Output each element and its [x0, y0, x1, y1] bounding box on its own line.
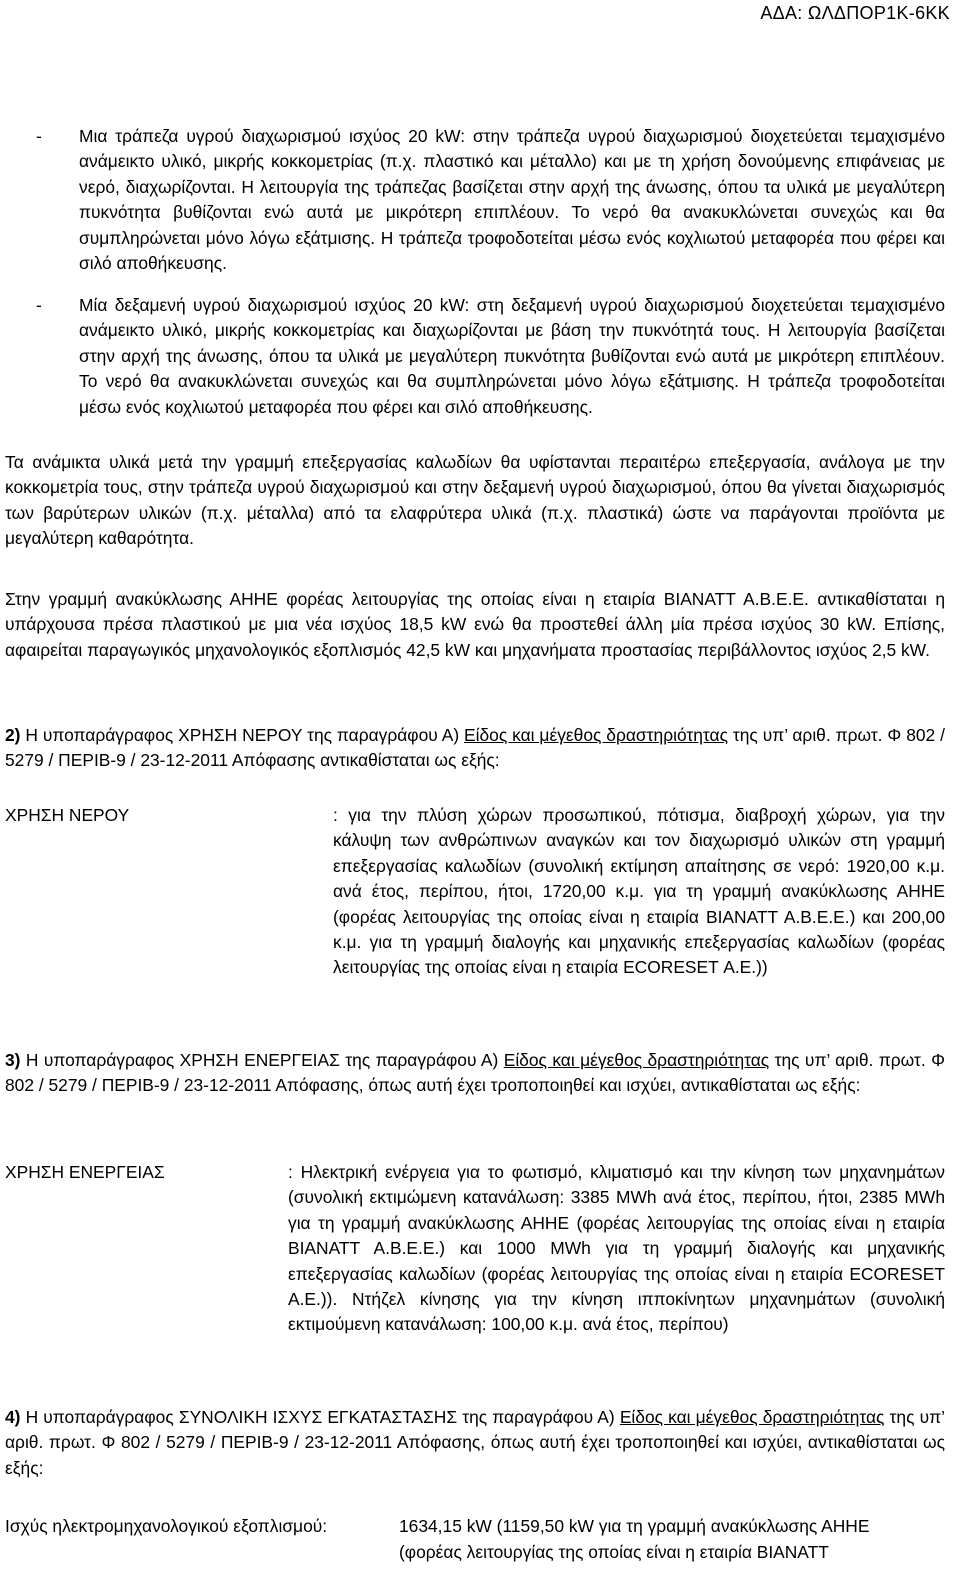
- water-use-label: ΧΡΗΣΗ ΝΕΡΟΥ: [5, 805, 130, 825]
- section-number: 2): [5, 725, 21, 745]
- section-text: της υπ’ αριθ. πρωτ. Φ 802 / 5279 / ΠΕΡΙΒ-9 / 23-12-2011 Απόφασης, όπως αυτή έχει τροποποιηθεί και ισχύει, αντικαθίσταται ως εξής:: [5, 1407, 945, 1478]
- bullet-wet-separation-tank: Μία δεξαμενή υγρού διαχωρισμού ισχύος 20 kW: στη δεξαμενή υγρού διαχωρισμού διοχετεύεται τεμαχισμένο ανάμεικτο υλικό, μικρής κοκκομετρίας και διαχωρίζονται με βάση την πυκνότητά τους. Η λειτουργία βασίζεται στην αρχή της άνωσης, όπου τα υλικά με μεγαλύτερη πυκνότητα βυθίζονται ενώ αυτά με μικρότερη επιπλέουν. Το νερό θα ανακυκλώνεται συνεχώς και θα συμπληρώνεται μόνο λόγω εξάτμισης. Η τράπεζα τροφοδοτείται μέσω ενός κοχλιωτού μεταφορέα που φέρει και σιλό αποθήκευσης.: [79, 295, 945, 417]
- section-3-intro: [5, 1048, 945, 1099]
- water-use-description: : για την πλύση χώρων προσωπικού, πότισμα, διαβροχή χώρων, για την κάλυψη των ανθρώπινων αναγκών και τον διαχωρισμό υλικών στη γραμμή επεξεργασίας καλωδίων (συνολική εκτίμηση απαίτησης σε νερό: 1920,00 κ.μ. ανά έτος, περίπου, ήτοι, 1720,00 κ.μ. για τη γραμμή ανακύκλωσης ΑΗΗΕ (φορέας λειτουργίας της οποίας είναι η εταιρία ΒΙΑΝΑΤΤ Α.Β.Ε.Ε.) και 200,00 κ.μ. για τη γραμμή διαλογής και μηχανικής επεξεργασίας καλωδίων (φορέας λειτουργίας της οποίας είναι η εταιρία ECORESET Α.Ε.)): [333, 805, 945, 978]
- section-text: Η υποπαράγραφος ΧΡΗΣΗ ΝΕΡΟΥ της παραγράφου Α): [20, 725, 465, 745]
- section-underlined-title: Είδος και μέγεθος δραστηριότητας: [464, 725, 728, 745]
- section-text: Η υποπαράγραφος ΧΡΗΣΗ ΕΝΕΡΓΕΙΑΣ της παραγράφου Α): [20, 1050, 504, 1070]
- section-text: Η υποπαράγραφος ΣΥΝΟΛΙΚΗ ΙΣΧΥΣ ΕΓΚΑΤΑΣΤΑΣΗΣ της παραγράφου Α): [20, 1407, 620, 1427]
- energy-use-description: : Ηλεκτρική ενέργεια για το φωτισμό, κλιματισμό και την κίνηση των μηχανημάτων (συνολική εκτιμώμενη κατανάλωση: 3385 MWh ανά έτος, περίπου, ήτοι, 2385 MWh για τη γραμμή ανακύκλωσης ΑΗΗΕ (φορέας λειτουργίας της οποίας είναι η εταιρία ΒΙΑΝΑΤΤ Α.Β.Ε.Ε.) και 1000 MWh για τη γραμμή διαλογής και μηχανικής επεξεργασίας καλωδίων (φορέας λειτουργίας της οποίας είναι η εταιρία ECORESET Α.Ε.)). Ντήζελ κίνησης για την κίνηση ιπποκίνητων μηχανημάτων (συνολική εκτιμούμενη κατανάλωση: 100,00 κ.μ. ανά έτος, περίπου): [288, 1162, 945, 1335]
- section-text: της υπ’ αριθ. πρωτ. Φ 802 / 5279 / ΠΕΡΙΒ-9 / 23-12-2011 Απόφασης αντικαθίσταται ως εξής:: [5, 725, 945, 771]
- section-text: της υπ’ αριθ. πρωτ. Φ 802 / 5279 / ΠΕΡΙΒ-9 / 23-12-2011 Απόφασης, όπως αυτή έχει τροποποιηθεί και ισχύει, αντικαθίσταται ως εξής:: [5, 1050, 945, 1096]
- section-2-intro: [5, 723, 945, 774]
- section-underlined-title: Είδος και μέγεθος δραστηριότητας: [503, 1050, 770, 1070]
- section-underlined-title: Είδος και μέγεθος δραστηριότητας: [619, 1407, 885, 1427]
- bullet-wet-separation-table: Μια τράπεζα υγρού διαχωρισμού ισχύος 20 kW: στην τράπεζα υγρού διαχωρισμού διοχετεύεται τεμαχισμένο ανάμεικτο υλικό, μικρής κοκκομετρίας (π.χ. πλαστικό και μέταλλο) και με τη χρήση δονούμενης επιφάνειας με νερό, διαχωρίζονται. Η λειτουργία της τράπεζας βασίζεται στην αρχή της άνωσης, όπου τα υλικά με μεγαλύτερη πυκνότητα βυθίζονται ενώ αυτά με μικρότερη επιπλέουν. Το νερό θα ανακυκλώνεται συνεχώς και θα συμπληρώνεται μόνο λόγω εξάτμισης. Η τράπεζα τροφοδοτείται μέσω ενός κοχλιωτού μεταφορέα που φέρει και σιλό αποθήκευσης.: [79, 126, 945, 274]
- bullet-marker: -: [36, 295, 42, 315]
- paragraph-mixed-materials: Τα ανάμικτα υλικά μετά την γραμμή επεξεργασίας καλωδίων θα υφίστανται περαιτέρω επεξεργασία, ανάλογα με την κοκκομετρία τους, στην τράπεζα υγρού διαχωρισμού και στην δεξαμενή υγρού διαχωρισμού, όπου θα γίνεται διαχωρισμός των βαρύτερων υλικών (π.χ. μέταλλα) από τα ελαφρύτερα υλικά (π.χ. πλαστικά) ώστε να παράγονται προϊόντα με μεγαλύτερη καθαρότητα.: [5, 452, 945, 549]
- bullet-marker: -: [36, 126, 42, 146]
- energy-use-label: ΧΡΗΣΗ ΕΝΕΡΓΕΙΑΣ: [5, 1162, 165, 1182]
- power-label: Ισχύς ηλεκτρομηχανολογικού εξοπλισμού:: [5, 1516, 328, 1536]
- section-number: 4): [5, 1407, 21, 1427]
- paragraph-recycling-line: Στην γραμμή ανακύκλωσης ΑΗΗΕ φορέας λειτουργίας της οποίας είναι η εταιρία ΒΙΑΝΑΤΤ Α.Β.Ε.Ε. αντικαθίσταται η υπάρχουσα πρέσα πλαστικού με μια νέα ισχύος 18,5 kW ενώ θα προστεθεί άλλη μία πρέσα ισχύος 30 kW. Επίσης, αφαιρείται παραγωγικός μηχανολογικός εξοπλισμός 42,5 kW και μηχανήματα προστασίας περιβάλλοντος ισχύος 2,5 kW.: [5, 589, 945, 660]
- section-number: 3): [5, 1050, 21, 1070]
- document-code: ΑΔΑ: ΩΛΔΠΟΡ1Κ-6ΚΚ: [760, 3, 950, 23]
- power-value-line-2: (φορέας λειτουργίας της οποίας είναι η εταιρία ΒΙΑΝΑΤΤ: [399, 1542, 829, 1562]
- section-4-intro: [5, 1405, 945, 1481]
- power-value-line-1: 1634,15 kW (1159,50 kW για τη γραμμή ανακύκλωσης ΑΗΗΕ: [399, 1516, 870, 1536]
